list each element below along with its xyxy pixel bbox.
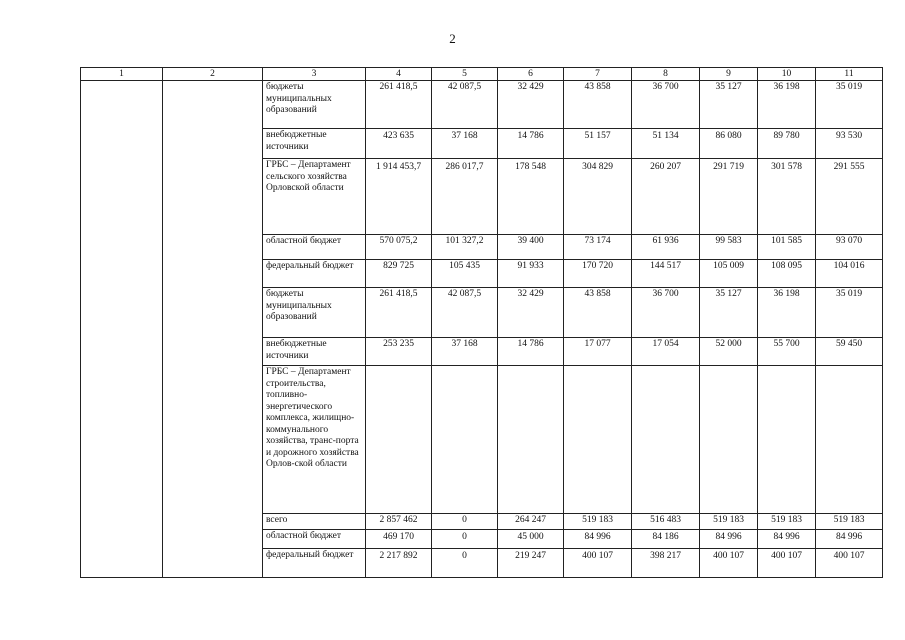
- table-cell: 59 450: [816, 338, 883, 366]
- column-header: 1: [81, 68, 163, 81]
- table-cell: 2 857 462: [366, 514, 432, 530]
- column-header: 3: [263, 68, 366, 81]
- table-cell: 32 429: [498, 81, 564, 129]
- table-cell: 469 170: [366, 530, 432, 549]
- table-cell: 400 107: [564, 549, 632, 578]
- table-cell: 144 517: [632, 260, 700, 288]
- table-cell: 170 720: [564, 260, 632, 288]
- table-cell: 519 183: [564, 514, 632, 530]
- table-cell: 14 786: [498, 129, 564, 159]
- table-cell: 89 780: [758, 129, 816, 159]
- row-label: областной бюджет: [263, 530, 366, 549]
- table-cell: 519 183: [758, 514, 816, 530]
- table-cell: 519 183: [816, 514, 883, 530]
- table-cell: 219 247: [498, 549, 564, 578]
- table-cell: 37 168: [432, 129, 498, 159]
- column-header: 7: [564, 68, 632, 81]
- table-cell: 291 719: [700, 159, 758, 235]
- row-label: ГРБС – Департамент сельского хозяйства Орловской области: [263, 159, 366, 235]
- merged-cell-col1: [81, 81, 163, 578]
- table-cell: 35 127: [700, 288, 758, 338]
- row-label: ГРБС – Департамент строительства, топливно-энергетического комплекса, жилищно-коммунального хозяйства, транс-порта и дорожного хозяйства Орлов-ской области: [263, 366, 366, 514]
- table-cell: 286 017,7: [432, 159, 498, 235]
- table-cell: 253 235: [366, 338, 432, 366]
- table-cell: 84 996: [700, 530, 758, 549]
- table-cell: 400 107: [700, 549, 758, 578]
- table-cell: 516 483: [632, 514, 700, 530]
- table-cell: 105 435: [432, 260, 498, 288]
- table-cell: 36 198: [758, 81, 816, 129]
- row-label: внебюджетные источники: [263, 338, 366, 366]
- table-cell: 1 914 453,7: [366, 159, 432, 235]
- table-cell: 32 429: [498, 288, 564, 338]
- row-label: федеральный бюджет: [263, 549, 366, 578]
- table-cell: 105 009: [700, 260, 758, 288]
- row-label: бюджеты муниципальных образований: [263, 81, 366, 129]
- table-cell: 14 786: [498, 338, 564, 366]
- row-label: бюджеты муниципальных образований: [263, 288, 366, 338]
- table-cell: 400 107: [816, 549, 883, 578]
- table-cell: 36 700: [632, 81, 700, 129]
- table-cell: 73 174: [564, 235, 632, 260]
- table-cell: [564, 366, 632, 514]
- table-cell: 86 080: [700, 129, 758, 159]
- row-label: внебюджетные источники: [263, 129, 366, 159]
- table-cell: 93 530: [816, 129, 883, 159]
- table-cell: 84 996: [758, 530, 816, 549]
- column-header: 2: [163, 68, 263, 81]
- table-cell: 829 725: [366, 260, 432, 288]
- page-number: 2: [449, 31, 456, 46]
- table-cell: 43 858: [564, 81, 632, 129]
- table-cell: 45 000: [498, 530, 564, 549]
- table-cell: [816, 366, 883, 514]
- table-cell: 101 327,2: [432, 235, 498, 260]
- table-header-row: [81, 68, 883, 81]
- column-header: 5: [432, 68, 498, 81]
- table-cell: 570 075,2: [366, 235, 432, 260]
- column-header: 6: [498, 68, 564, 81]
- table-cell: 0: [432, 514, 498, 530]
- table-cell: 264 247: [498, 514, 564, 530]
- row-label: всего: [263, 514, 366, 530]
- table-cell: [498, 366, 564, 514]
- table-cell: 35 019: [816, 288, 883, 338]
- table-cell: 36 198: [758, 288, 816, 338]
- table-cell: 35 019: [816, 81, 883, 129]
- column-header: 8: [632, 68, 700, 81]
- table-cell: 260 207: [632, 159, 700, 235]
- table-cell: 108 095: [758, 260, 816, 288]
- table-cell: 400 107: [758, 549, 816, 578]
- table-cell: 2 217 892: [366, 549, 432, 578]
- merged-cell-col2: [163, 81, 263, 578]
- table-cell: 43 858: [564, 288, 632, 338]
- table-cell: 52 000: [700, 338, 758, 366]
- table-cell: 84 186: [632, 530, 700, 549]
- table-cell: 51 157: [564, 129, 632, 159]
- table-cell: [366, 366, 432, 514]
- table-cell: 301 578: [758, 159, 816, 235]
- row-label: федеральный бюджет: [263, 260, 366, 288]
- table-cell: [700, 366, 758, 514]
- table-cell: 55 700: [758, 338, 816, 366]
- table-cell: 61 936: [632, 235, 700, 260]
- table-cell: 39 400: [498, 235, 564, 260]
- table-cell: 0: [432, 549, 498, 578]
- table-cell: 423 635: [366, 129, 432, 159]
- table-row: [81, 81, 883, 129]
- table-cell: 261 418,5: [366, 81, 432, 129]
- column-header: 10: [758, 68, 816, 81]
- table-cell: [432, 366, 498, 514]
- table-cell: 99 583: [700, 235, 758, 260]
- table-cell: 42 087,5: [432, 288, 498, 338]
- table-cell: 104 016: [816, 260, 883, 288]
- table-cell: 84 996: [816, 530, 883, 549]
- table-cell: 291 555: [816, 159, 883, 235]
- table-cell: 91 933: [498, 260, 564, 288]
- table-cell: 0: [432, 530, 498, 549]
- table-cell: 178 548: [498, 159, 564, 235]
- table-cell: 17 054: [632, 338, 700, 366]
- table-cell: 35 127: [700, 81, 758, 129]
- column-header: 9: [700, 68, 758, 81]
- column-header: 11: [816, 68, 883, 81]
- table-cell: 304 829: [564, 159, 632, 235]
- table-cell: 93 070: [816, 235, 883, 260]
- table-cell: 261 418,5: [366, 288, 432, 338]
- table-cell: 519 183: [700, 514, 758, 530]
- table-cell: [758, 366, 816, 514]
- column-header: 4: [366, 68, 432, 81]
- table-cell: 36 700: [632, 288, 700, 338]
- table-cell: 398 217: [632, 549, 700, 578]
- table-cell: 42 087,5: [432, 81, 498, 129]
- table-cell: 51 134: [632, 129, 700, 159]
- budget-table: [80, 67, 883, 578]
- table-cell: 17 077: [564, 338, 632, 366]
- table-cell: [632, 366, 700, 514]
- table-cell: 101 585: [758, 235, 816, 260]
- row-label: областной бюджет: [263, 235, 366, 260]
- table-cell: 84 996: [564, 530, 632, 549]
- table-cell: 37 168: [432, 338, 498, 366]
